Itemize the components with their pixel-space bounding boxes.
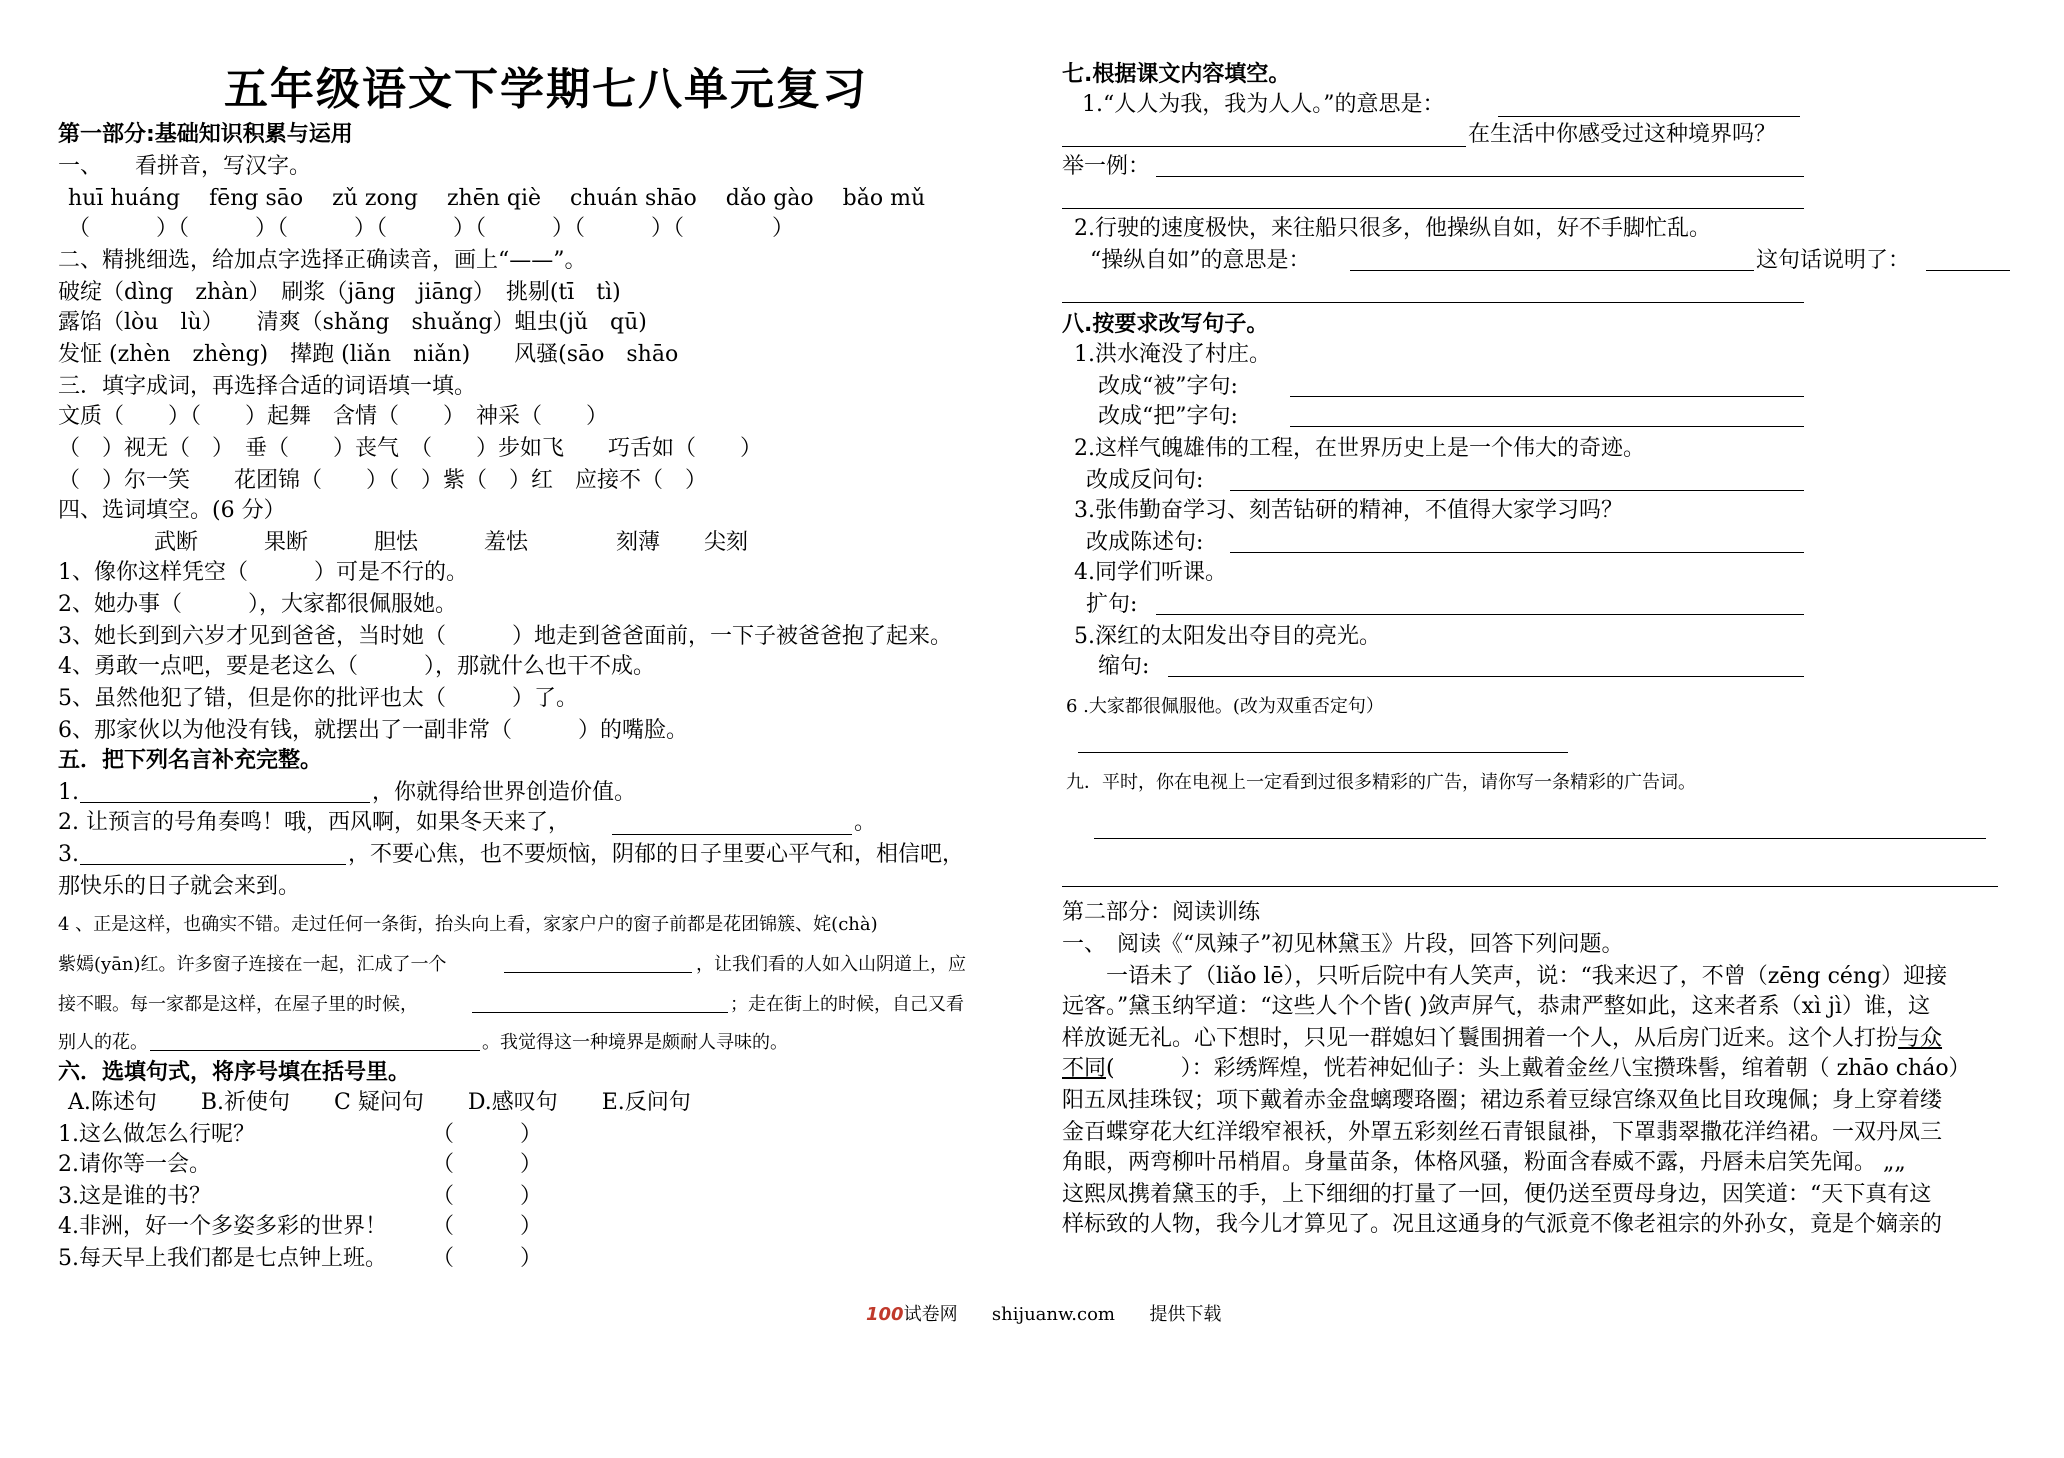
- section3-row: 文质（ ）（ ）起舞 含情（ ） 神采（ ）: [58, 404, 609, 429]
- passage-line: 一语未了（liǎo lē），只听后院中有人笑声，说：“我来迟了，不曾（zēng céng）迎接: [1062, 964, 1948, 989]
- answer-paren[interactable]: （ ）: [432, 1246, 543, 1271]
- answer-line[interactable]: [1230, 490, 1804, 491]
- question-text: 1.“人人为我，我为人人。”的意思是：: [1082, 92, 1445, 117]
- answer-line[interactable]: [472, 1012, 728, 1013]
- sentence-types: A.陈述句 B.祈使句 C 疑问句 D.感叹句 E.反问句: [68, 1090, 691, 1115]
- passage-line: 金百蝶穿花大红洋缎窄裉袄，外罩五彩刻丝石青银鼠褂，下罩翡翠撒花洋绉裙。一双丹凤三: [1062, 1120, 1943, 1145]
- passage-line: 样标致的人物，我今儿才算见了。况且这通身的气派竟不像老祖宗的外孙女，竟是个嫡亲的: [1062, 1212, 1943, 1237]
- footer: [866, 1300, 1221, 1326]
- question: 2、她办事（ ），大家都很佩服她。: [58, 592, 457, 617]
- question-text: 别人的花。: [58, 1032, 148, 1053]
- page-title: 五年级语文下学期七八单元复习: [224, 64, 868, 115]
- question-label: 举一例：: [1062, 154, 1151, 179]
- answer-line[interactable]: [1290, 396, 1804, 397]
- question-label: 改成反问句:: [1086, 468, 1204, 493]
- question-text: 紫嫣(yān)红。许多窗子连接在一起，汇成了一个: [58, 954, 447, 975]
- passage-line: 样放诞无礼。心下想时，只见一群媳妇丫鬟围拥着一个人，从后房门近来。这个人打扮与众: [1062, 1026, 1943, 1051]
- question-text: 4 、正是这样，也确实不错。走过任何一条街，抬头向上看，家家户户的窗子前都是花团锦簇、姹(chà): [58, 914, 878, 935]
- part1-heading: 第一部分:基础知识积累与运用: [58, 122, 353, 147]
- pinyin-blanks: （ ）（ ）（ ）（ ）（ ）（ ）（ ）: [68, 216, 795, 241]
- answer-line[interactable]: [504, 972, 692, 973]
- question-text: ，不要心焦，也不要烦恼，阴郁的日子里要心平气和，相信吧，: [348, 842, 965, 867]
- question-text: 5.深红的太阳发出夺目的亮光。: [1074, 624, 1381, 649]
- question-label: 改成“把”字句:: [1098, 404, 1238, 429]
- section3-heading: 三．填字成词，再选择合适的词语填一填。: [58, 374, 477, 399]
- question: 6、那家伙以为他没有钱，就摆出了一副非常（ ）的嘴脸。: [58, 718, 688, 743]
- answer-paren[interactable]: （ ）: [432, 1184, 543, 1209]
- question-text: 那快乐的日子就会来到。: [58, 874, 301, 899]
- footer-note: 提供下载: [1149, 1304, 1222, 1325]
- question: 3、她长到到六岁才见到爸爸，当时她（ ）地走到爸爸面前，一下子被爸爸抱了起来。: [58, 624, 953, 649]
- answer-line[interactable]: [150, 1050, 480, 1051]
- question-text: 6 .大家都很佩服他。(改为双重否定句）: [1066, 696, 1384, 717]
- section5-heading: 五．把下列名言补充完整。: [58, 748, 323, 773]
- question-text: 这句话说明了：: [1756, 248, 1911, 273]
- question-text: ，让我们看的人如入山阴道上，应: [696, 954, 966, 975]
- question-text: 在生活中你感受过这种境界吗？: [1468, 122, 1777, 147]
- question: 3.这是谁的书？: [58, 1184, 211, 1209]
- footer-brand: 试卷网: [903, 1304, 958, 1325]
- question-text: 。: [854, 810, 877, 835]
- question-text: 4.同学们听课。: [1074, 560, 1227, 585]
- question: 4.非洲，好一个多姿多彩的世界！: [58, 1214, 387, 1239]
- answer-line[interactable]: [1062, 208, 1804, 209]
- question-text: ；走在街上的时候，自己又看: [730, 994, 964, 1015]
- question-text: 2.行驶的速度极快，来往船只很多，他操纵自如，好不手脚忙乱。: [1074, 216, 1711, 241]
- question: 2.请你等一会。: [58, 1152, 211, 1177]
- section6-heading: 六．选填句式，将序号填在括号里。: [58, 1060, 411, 1085]
- answer-line[interactable]: [1290, 426, 1804, 427]
- section9-heading: 九．平时，你在电视上一定看到过很多精彩的广告，请你写一条精彩的广告词。: [1066, 772, 1696, 793]
- answer-line[interactable]: [1156, 176, 1804, 177]
- question-text: ，你就得给世界创造价值。: [372, 780, 637, 805]
- answer-line[interactable]: [80, 802, 370, 803]
- answer-line[interactable]: [1168, 676, 1804, 677]
- answer-line[interactable]: [1078, 752, 1568, 753]
- question: 1.这么做怎么行呢？: [58, 1122, 255, 1147]
- part2-heading: 第二部分：阅读训练: [1062, 900, 1261, 925]
- question: 4、勇敢一点吧，要是老这么（ ），那就什么也干不成。: [58, 654, 655, 679]
- section4-heading: 四、选词填空。(6 分）: [58, 498, 286, 523]
- question-number: 1.: [58, 780, 79, 805]
- section2-row: 破绽（dìng zhàn） 刷浆（jāng jiāng） 挑剔(tī tì): [58, 280, 621, 305]
- passage-line: 阳五凤挂珠钗；项下戴着赤金盘螭璎珞圈；裙边系着豆绿宫绦双鱼比目玫瑰佩；身上穿着缕: [1062, 1088, 1943, 1113]
- answer-line[interactable]: [1230, 552, 1804, 553]
- question-text: 接不暇。每一家都是这样，在屋子里的时候，: [58, 994, 418, 1015]
- passage-line: 角眼，两弯柳叶吊梢眉。身量苗条，体格风骚，粉面含春威不露，丹唇未启笑先闻。 „„: [1062, 1150, 1906, 1175]
- section2-heading: 二、精挑细选，给加点字选择正确读音，画上“——”。: [58, 248, 587, 273]
- answer-line[interactable]: [612, 834, 852, 835]
- answer-line[interactable]: [1062, 146, 1466, 147]
- site-logo: 100: [866, 1304, 904, 1325]
- question-label: 扩句:: [1086, 592, 1138, 617]
- section3-row: （ ）尔一笑 花团锦（ ）（ ）紫（ ）红 应接不（ ）: [58, 468, 708, 493]
- question: 5、虽然他犯了错，但是你的批评也太（ ）了。: [58, 686, 578, 711]
- question-text: 2.这样气魄雄伟的工程，在世界历史上是一个伟大的奇迹。: [1074, 436, 1645, 461]
- question-label: 缩句:: [1098, 654, 1150, 679]
- answer-line[interactable]: [1062, 302, 1804, 303]
- answer-line[interactable]: [1350, 270, 1754, 271]
- section1-heading: 一、 看拼音，写汉字。: [58, 154, 312, 179]
- section2-row: 发怔 (zhèn zhèng) 撵跑 (liǎn niǎn) 风骚(sāo shāo: [58, 342, 679, 367]
- question-text: 2. 让预言的号角奏鸣！哦，西风啊，如果冬天来了，: [58, 810, 570, 835]
- pinyin-row: huī huáng fēng sāo zǔ zong zhēn qiè chuán shāo dǎo gào bǎo mǔ: [68, 186, 926, 211]
- question: 1、像你这样凭空（ ）可是不行的。: [58, 560, 468, 585]
- answer-line[interactable]: [1062, 886, 1998, 887]
- answer-paren[interactable]: （ ）: [432, 1122, 543, 1147]
- question: 5.每天早上我们都是七点钟上班。: [58, 1246, 387, 1271]
- question-label: 改成“被”字句:: [1098, 374, 1238, 399]
- footer-site[interactable]: shijuanw.com: [991, 1304, 1115, 1325]
- answer-line[interactable]: [80, 864, 346, 865]
- section7-heading: 七.根据课文内容填空。: [1062, 62, 1291, 87]
- answer-line[interactable]: [1094, 838, 1986, 839]
- section3-row: （ ）视无（ ） 垂（ ）丧气 （ ）步如飞 巧舌如（ ）: [58, 436, 763, 461]
- question-text: 1.洪水淹没了村庄。: [1074, 342, 1271, 367]
- word-bank: 武断 果断 胆怯 羞怯 刻薄 尖刻: [154, 530, 749, 555]
- reading-question: 一、 阅读《“凤辣子”初见林黛玉》片段，回答下列问题。: [1062, 932, 1624, 957]
- answer-paren[interactable]: （ ）: [432, 1152, 543, 1177]
- answer-line[interactable]: [1926, 270, 2010, 271]
- answer-line[interactable]: [1498, 116, 1800, 117]
- question-text: 。我觉得这一种境界是颇耐人寻味的。: [482, 1032, 788, 1053]
- section2-row: 露馅（lòu lù） 清爽（shǎng shuǎng）蛆虫(jǔ qū): [58, 310, 647, 335]
- question-number: 3.: [58, 842, 79, 867]
- passage-line: 远客。”黛玉纳罕道：“这些人个个皆( )敛声屏气，恭肃严整如此，这来者系（xì jì）谁，这: [1062, 994, 1930, 1019]
- passage-line: 这熙凤携着黛玉的手，上下细细的打量了一回，便仍送至贾母身边，因笑道：“天下真有这: [1062, 1182, 1932, 1207]
- question-text: 3.张伟勤奋学习、刻苦钻研的精神，不值得大家学习吗？: [1074, 498, 1623, 523]
- section8-heading: 八.按要求改写句子。: [1062, 312, 1269, 337]
- answer-line[interactable]: [1156, 614, 1804, 615]
- passage-line: 不同( ）：彩绣辉煌，恍若神妃仙子：头上戴着金丝八宝攒珠髻，绾着朝（ zhāo cháo）: [1062, 1056, 1971, 1081]
- question-label: 改成陈述句:: [1086, 530, 1204, 555]
- answer-paren[interactable]: （ ）: [432, 1214, 543, 1239]
- question-text: “操纵自如”的意思是：: [1090, 248, 1311, 273]
